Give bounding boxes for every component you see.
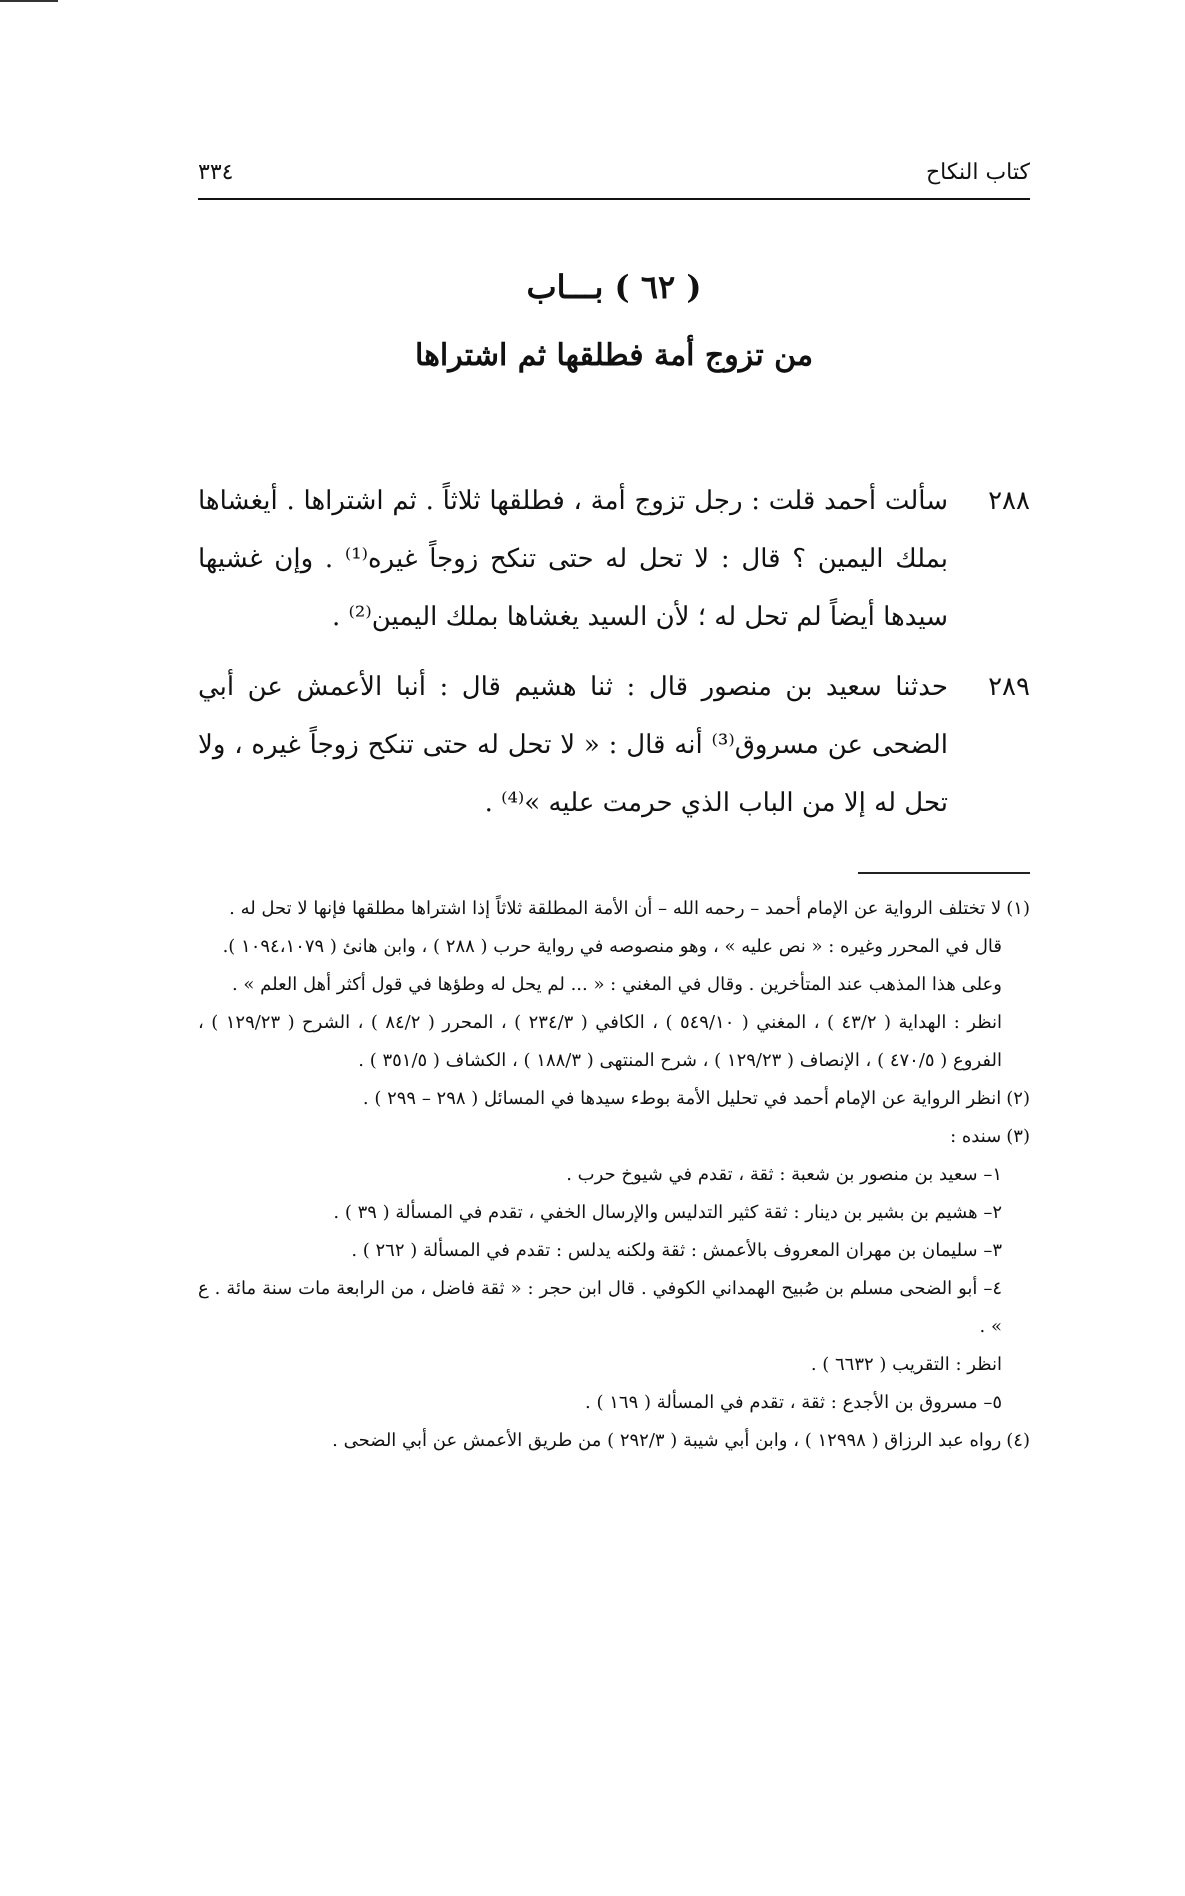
issue-289	[198, 658, 1030, 832]
narrator-item: ٢– هشيم بن بشير بن دينار : ثقة كثير التدليس والإرسال الخفي ، تقدم في المسألة ( ٣٩ ) .	[333, 1202, 1002, 1223]
chapter-title: من تزوج أمة فطلقها ثم اشتراها	[414, 338, 814, 373]
running-title: كتاب النكاح	[925, 160, 1030, 185]
page-number: ٣٣٤	[198, 160, 234, 185]
narrator-item: ٥– مسروق بن الأجدع : ثقة ، تقدم في المسألة ( ١٦٩ ) .	[585, 1392, 1002, 1413]
narrator-list	[198, 1156, 1030, 1422]
narrator-item: ٤– أبو الضحى مسلم بن صُبيح الهمداني الكوفي . قال ابن حجر : « ثقة فاضل ، من الرابعة مات سنة مائة . ع » .	[198, 1278, 1002, 1337]
footnote-marker: (٢)	[1006, 1088, 1030, 1109]
footnote-4	[198, 1422, 1030, 1460]
chapter-heading: ( ٦٢ ) بـــاب	[526, 268, 702, 306]
main-text	[198, 472, 1030, 844]
header-rule	[198, 198, 1030, 200]
footnote-2	[198, 1080, 1030, 1118]
footnote-separator	[858, 872, 1030, 874]
issue-number: ٢٨٨	[988, 486, 1030, 516]
footnote-1-continuation: انظر : الهداية ( ٤٣/٢ ) ، المغني ( ٥٤٩/١٠ ) ، الكافي ( ٢٣٤/٣ ) ، المحرر ( ٨٤/٢ ) ، الشرح ( ١٢٩/٢٣ ) ، الفروع ( ٤٧٠/٥ ) ، الإنصاف ( ١٢٩/٢٣ ) ، شرح المنتهى ( ١٨٨/٣ ) ، الكشاف ( ٣٥١/٥ ) .	[198, 1012, 1002, 1071]
footnote-text: رواه عبد الرزاق ( ١٢٩٩٨ ) ، وابن أبي شيبة ( ٢٩٢/٣ ) من طريق الأعمش عن أبي الضحى .	[332, 1430, 1002, 1451]
footnote-text: انظر الرواية عن الإمام أحمد في تحليل الأمة بوطء سيدها في المسائل ( ٢٩٨ – ٢٩٩ ) .	[362, 1088, 1002, 1109]
narrator-item: ٣– سليمان بن مهران المعروف بالأعمش : ثقة ولكنه يدلس : تقدم في المسألة ( ٢٦٢ ) .	[351, 1240, 1002, 1261]
footnote-1-continuation: قال في المحرر وغيره : « نص عليه » ، وهو منصوصه في رواية حرب ( ٢٨٨ ) ، وابن هانئ ( ١٠٩٤،١٠٧٩ ).	[222, 936, 1002, 957]
footnote-marker: (٣)	[1006, 1126, 1030, 1147]
issue-text: حدثنا سعيد بن منصور قال : ثنا هشيم قال : أنبا الأعمش عن أبي الضحى عن مسروق⁽³⁾ أنه قال : « لا تحل له حتى تنكح زوجاً غيره ، ولا تحل له إلا من الباب الذي حرمت عليه »⁽⁴⁾ .	[198, 672, 949, 818]
footnote-text: لا تختلف الرواية عن الإمام أحمد – رحمه الله – أن الأمة المطلقة ثلاثاً إذا اشتراها مطلقها فإنها لا تحل له .	[229, 898, 1002, 919]
page-header	[198, 160, 1030, 196]
issue-number: ٢٨٩	[988, 672, 1030, 702]
footnote-text: سنده :	[950, 1126, 1002, 1147]
scan-corner-mark	[0, 0, 58, 2]
narrator-item: انظر : التقريب ( ٦٦٣٢ ) .	[810, 1354, 1002, 1375]
footnote-1-continuation: وعلى هذا المذهب عند المتأخرين . وقال في المغني : « ... لم يحل له وطؤها في قول أكثر أهل العلم » .	[231, 974, 1002, 995]
issue-text: سألت أحمد قلت : رجل تزوج أمة ، فطلقها ثلاثاً . ثم اشتراها . أيغشاها بملك اليمين ؟ قال : لا تحل له حتى تنكح زوجاً غيره⁽¹⁾ . وإن غشيها سيدها أيضاً لم تحل له ؛ لأن السيد يغشاها بملك اليمين⁽²⁾ .	[198, 486, 948, 632]
narrator-item: ١– سعيد بن منصور بن شعبة : ثقة ، تقدم في شيوخ حرب .	[566, 1164, 1002, 1185]
issue-288	[198, 472, 1030, 646]
footnotes	[198, 890, 1030, 1460]
footnote-marker: (١)	[1006, 898, 1030, 919]
footnote-1	[198, 890, 1030, 928]
footnote-marker: (٤)	[1006, 1430, 1030, 1451]
footnote-3	[198, 1118, 1030, 1156]
